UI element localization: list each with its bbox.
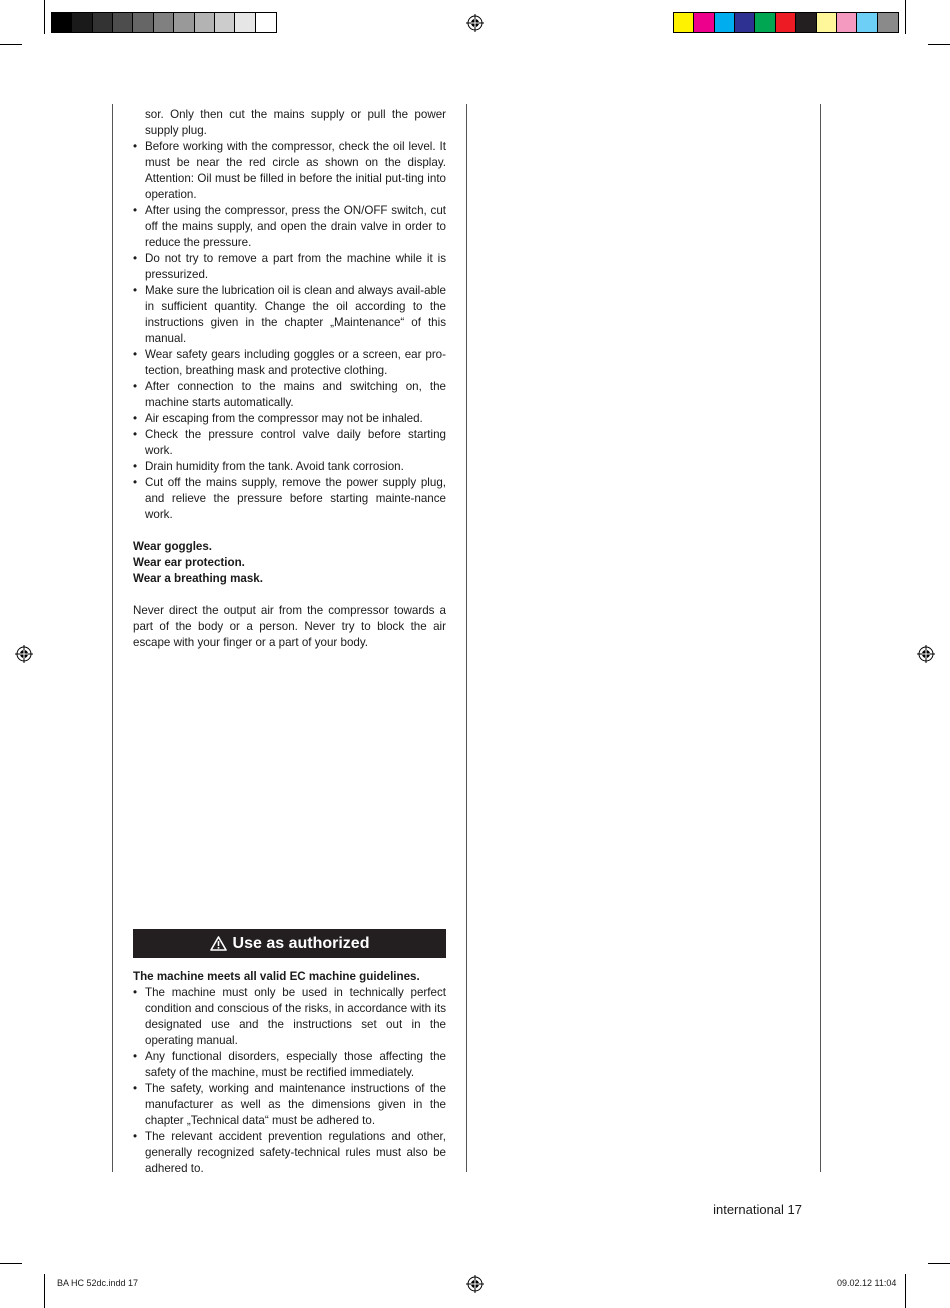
file-slug: BA HC 52dc.indd 17 bbox=[57, 1278, 139, 1288]
process-color-bar bbox=[673, 12, 899, 33]
crop-mark bbox=[0, 1263, 22, 1264]
bullet-marker: • bbox=[133, 1130, 138, 1143]
color-swatch bbox=[256, 13, 276, 32]
list-item bbox=[133, 411, 446, 427]
list-item-text: Wear safety gears including goggles or a screen, ear pro-tection, breathing mask and protective clothing. bbox=[145, 348, 446, 377]
section-title: Use as authorized bbox=[232, 934, 370, 952]
registration-mark-icon bbox=[466, 1275, 484, 1293]
warning-breathing-mask: Wear a breathing mask. bbox=[133, 572, 263, 585]
list-item-text: After connection to the mains and switching on, the machine starts automatically. bbox=[145, 380, 446, 409]
color-swatch bbox=[674, 13, 694, 32]
list-item-text: The safety, working and maintenance instructions of the manufacturer as well as the dimensions given in the chapter „Technical data“ must be adhered to. bbox=[145, 1082, 446, 1127]
list-item-text: Air escaping from the compressor may not be inhaled. bbox=[145, 412, 423, 425]
crop-mark bbox=[905, 1274, 906, 1308]
color-swatch bbox=[113, 13, 133, 32]
list-item bbox=[133, 379, 446, 411]
authorized-use-bullet-list bbox=[133, 985, 446, 1177]
list-item-text: Before working with the compressor, check the oil level. It must be near the red circle as shown on the display. Attention: Oil must be filled in before the initial put-ting into operation. bbox=[145, 140, 446, 201]
list-item bbox=[133, 347, 446, 379]
color-swatch bbox=[215, 13, 235, 32]
list-item-text: Cut off the mains supply, remove the power supply plug, and relieve the pressure before starting mainte-nance work. bbox=[145, 476, 446, 521]
list-item-text: Drain humidity from the tank. Avoid tank corrosion. bbox=[145, 460, 404, 473]
bullet-marker: • bbox=[133, 1050, 138, 1063]
list-item-text: The machine must only be used in technically perfect condition and conscious of the risks, in accordance with its designated use and the instructions set out in the operating manual. bbox=[145, 986, 446, 1047]
crop-mark bbox=[0, 44, 22, 45]
list-item bbox=[133, 1081, 446, 1129]
list-item bbox=[133, 283, 446, 347]
color-swatch bbox=[174, 13, 194, 32]
bullet-marker: • bbox=[133, 204, 138, 217]
color-swatch bbox=[72, 13, 92, 32]
list-item bbox=[133, 1049, 446, 1081]
bullet-marker: • bbox=[133, 140, 138, 153]
list-item-text: The relevant accident prevention regulations and other, generally recognized safety-technical rules must also be adhered to. bbox=[145, 1130, 446, 1175]
list-item-text: Check the pressure control valve daily before starting work. bbox=[145, 428, 446, 457]
color-swatch bbox=[878, 13, 898, 32]
list-item bbox=[133, 139, 446, 203]
bullet-marker: • bbox=[133, 476, 138, 489]
registration-mark-icon bbox=[917, 645, 935, 663]
column-rule-left bbox=[112, 104, 113, 1172]
color-swatch bbox=[755, 13, 775, 32]
color-swatch bbox=[694, 13, 714, 32]
warning-list bbox=[133, 539, 446, 587]
safety-instructions-block bbox=[133, 107, 446, 651]
color-swatch bbox=[195, 13, 215, 32]
list-item bbox=[133, 459, 446, 475]
list-item-text: Make sure the lubrication oil is clean and always avail-able in sufficient quantity. Change the oil according to the instructions given in the chapter „Maintenance“ of this manual. bbox=[145, 284, 446, 345]
bullet-marker: • bbox=[133, 986, 138, 999]
warning-goggles: Wear goggles. bbox=[133, 540, 213, 553]
list-item bbox=[133, 985, 446, 1049]
list-item-text: Do not try to remove a part from the machine while it is pressurized. bbox=[145, 252, 446, 281]
warning-triangle-icon bbox=[210, 936, 227, 951]
air-direction-paragraph: Never direct the output air from the compressor towards a part of the body or a person. Never try to block the air escape with your finger or a part of your body. bbox=[133, 604, 446, 649]
authorized-use-block bbox=[133, 969, 446, 1177]
continued-text: sor. Only then cut the mains supply or pull the power supply plug. bbox=[145, 108, 446, 137]
section-intro: The machine meets all valid EC machine guidelines. bbox=[133, 970, 420, 983]
bullet-marker: • bbox=[133, 284, 138, 297]
crop-mark bbox=[44, 1274, 45, 1308]
crop-mark bbox=[905, 0, 906, 34]
section-header bbox=[133, 929, 446, 958]
color-swatch bbox=[776, 13, 796, 32]
color-swatch bbox=[735, 13, 755, 32]
color-swatch bbox=[837, 13, 857, 32]
bullet-marker: • bbox=[133, 252, 138, 265]
page-number-label: international 17 bbox=[713, 1202, 802, 1217]
color-swatch bbox=[133, 13, 153, 32]
list-item bbox=[133, 475, 446, 523]
bullet-marker: • bbox=[133, 412, 138, 425]
color-swatch bbox=[715, 13, 735, 32]
registration-mark-icon bbox=[15, 645, 33, 663]
safety-bullet-list bbox=[133, 139, 446, 523]
bullet-marker: • bbox=[133, 428, 138, 441]
color-swatch bbox=[154, 13, 174, 32]
bullet-marker: • bbox=[133, 380, 138, 393]
list-item bbox=[133, 427, 446, 459]
column-rule-right bbox=[820, 104, 821, 1172]
bullet-marker: • bbox=[133, 460, 138, 473]
date-slug: 09.02.12 11:04 bbox=[837, 1278, 897, 1288]
color-swatch bbox=[817, 13, 837, 32]
list-item-text: After using the compressor, press the ON/OFF switch, cut off the mains supply, and open the drain valve in order to reduce the pressure. bbox=[145, 204, 446, 249]
crop-mark bbox=[928, 1263, 950, 1264]
bullet-marker: • bbox=[133, 348, 138, 361]
color-swatch bbox=[235, 13, 255, 32]
gray-color-bar bbox=[51, 12, 277, 33]
list-item bbox=[133, 1129, 446, 1177]
color-swatch bbox=[796, 13, 816, 32]
list-item-text: Any functional disorders, especially those affecting the safety of the machine, must be rectified immediately. bbox=[145, 1050, 446, 1079]
color-swatch bbox=[52, 13, 72, 32]
color-swatch bbox=[857, 13, 877, 32]
list-item bbox=[133, 251, 446, 283]
list-item bbox=[133, 203, 446, 251]
column-rule-middle bbox=[466, 104, 467, 1172]
warning-ear-protection: Wear ear protection. bbox=[133, 556, 245, 569]
bullet-marker: • bbox=[133, 1082, 138, 1095]
registration-mark-icon bbox=[466, 14, 484, 32]
color-swatch bbox=[93, 13, 113, 32]
crop-mark bbox=[44, 0, 45, 34]
crop-mark bbox=[928, 44, 950, 45]
